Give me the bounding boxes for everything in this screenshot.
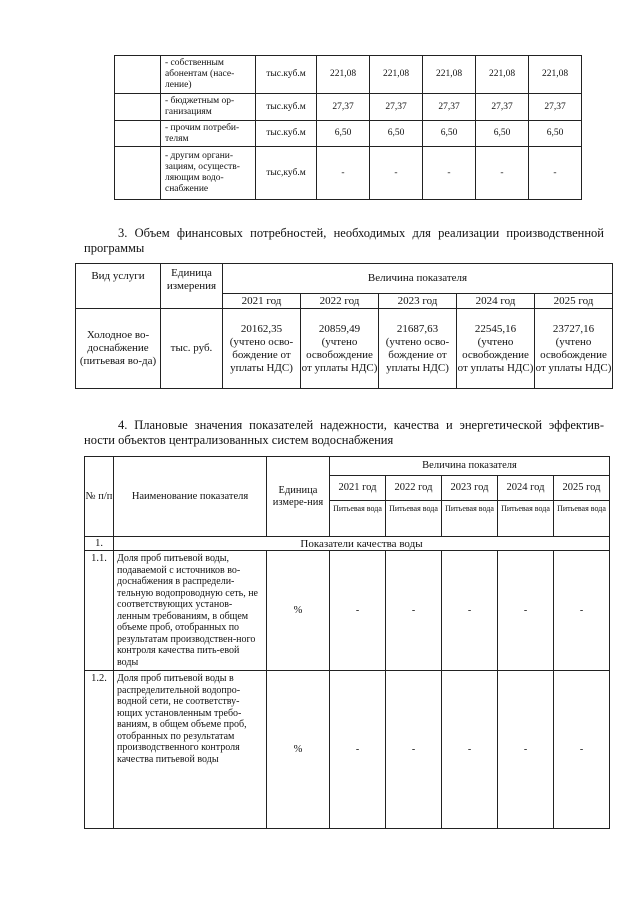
row-num: 1.2. <box>85 671 114 829</box>
table-row: 1.1. Доля проб питьевой воды, подаваемой с источников во-доснабжения в распредели-тельную водопроводную сеть, не соответствующих установ-ленным требованиям, в общем объеме проб, отобранных по результатам производствен-ного контроля качества пить-евой воды % - - - - - <box>85 551 610 671</box>
table-row: - прочим потреби-телям тыс.куб.м 6,50 6,50 6,50 6,50 6,50 <box>115 121 582 147</box>
value-cell: 21687,63 (учтено осво-бождение от уплаты НДС) <box>379 309 457 389</box>
header-year: 2022 год <box>386 476 442 501</box>
header-year: 2025 год <box>554 476 610 501</box>
row-name: - бюджетным ор-ганизациям <box>161 94 256 121</box>
service-name: Холодное во-доснабжение (питьевая во-да) <box>76 309 161 389</box>
financial-needs-table <box>75 263 613 389</box>
service-unit: тыс. руб. <box>161 309 223 389</box>
header-year: 2025 год <box>535 294 613 309</box>
header-year: 2022 год <box>301 294 379 309</box>
table-row: - бюджетным ор-ганизациям тыс.куб.м 27,37 27,37 27,37 27,37 27,37 <box>115 94 582 121</box>
row-name: - другим органи-зациям, осуществ-ляющим водо-снабжение <box>161 147 256 200</box>
header-num: № п/п <box>85 457 114 537</box>
value-cell: 20162,35 (учтено осво-бождение от уплаты НДС) <box>223 309 301 389</box>
value-cell: 23727,16 (учтено освобождение от уплаты НДС) <box>535 309 613 389</box>
header-year: 2023 год <box>442 476 498 501</box>
row-num: 1.1. <box>85 551 114 671</box>
group-num: 1. <box>85 537 114 551</box>
value-cell: 20859,49 (учтено освобождение от уплаты НДС) <box>301 309 379 389</box>
header-year: 2021 год <box>330 476 386 501</box>
row-name: Доля проб питьевой воды, подаваемой с источников во-доснабжения в распредели-тельную водопроводную сеть, не соответствующих установ-ленным требованиям, в общем объеме проб, отобранных по результатам производствен-ного контроля качества пить-евой воды <box>114 551 267 671</box>
header-name: Наименование показателя <box>114 457 267 537</box>
row-unit: тыс.куб.м <box>256 94 317 121</box>
table-row <box>85 537 610 551</box>
header-year: 2023 год <box>379 294 457 309</box>
consumption-table <box>114 55 582 200</box>
row-unit: тыс.куб.м <box>256 121 317 147</box>
header-unit: Единица измерения <box>161 264 223 309</box>
header-value: Величина показателя <box>223 264 613 294</box>
row-unit: % <box>267 671 330 829</box>
header-service: Вид услуги <box>76 264 161 309</box>
header-subtype: Питьевая вода <box>330 501 386 537</box>
table-row: 1.2. Доля проб питьевой воды в распределительной водопро-водной сети, не соответству-ющих установленным требо-ваниям, в общем объеме проб, отобранных по результатам производственного контроля качества питьевой воды % - - - - - <box>85 671 610 829</box>
header-subtype: Питьевая вода <box>498 501 554 537</box>
header-subtype: Питьевая вода <box>442 501 498 537</box>
row-name: - прочим потреби-телям <box>161 121 256 147</box>
section-3-heading: 3. Объем финансовых потребностей, необходимых для реализации производственной программы <box>84 226 604 255</box>
header-year: 2024 год <box>457 294 535 309</box>
indicators-table <box>84 456 610 829</box>
row-unit: тыс,куб.м <box>256 147 317 200</box>
row-name: - собственным абонентам (насе-ление) <box>161 56 256 94</box>
row-unit: % <box>267 551 330 671</box>
header-year: 2021 год <box>223 294 301 309</box>
row-name: Доля проб питьевой воды в распределительной водопро-водной сети, не соответству-ющих установленным требо-ваниям, в общем объеме проб, отобранных по результатам производственного контроля качества питьевой воды <box>114 671 267 829</box>
table-row: - собственным абонентам (насе-ление) тыс.куб.м 221,08 221,08 221,08 221,08 221,08 <box>115 56 582 94</box>
table-row: - другим органи-зациям, осуществ-ляющим водо-снабжение тыс,куб.м - - - - - <box>115 147 582 200</box>
header-value: Величина показателя <box>330 457 610 476</box>
group-title: Показатели качества воды <box>114 537 610 551</box>
header-year: 2024 год <box>498 476 554 501</box>
header-subtype: Питьевая вода <box>386 501 442 537</box>
value-cell: 22545,16 (учтено освобождение от уплаты НДС) <box>457 309 535 389</box>
header-subtype: Питьевая вода <box>554 501 610 537</box>
header-unit: Единица измере-ния <box>267 457 330 537</box>
table-row <box>76 309 613 389</box>
section-4-heading: 4. Плановые значения показателей надежности, качества и энергетической эффектив-ности объектов централизованных систем водоснабжения <box>84 418 604 447</box>
row-unit: тыс.куб.м <box>256 56 317 94</box>
